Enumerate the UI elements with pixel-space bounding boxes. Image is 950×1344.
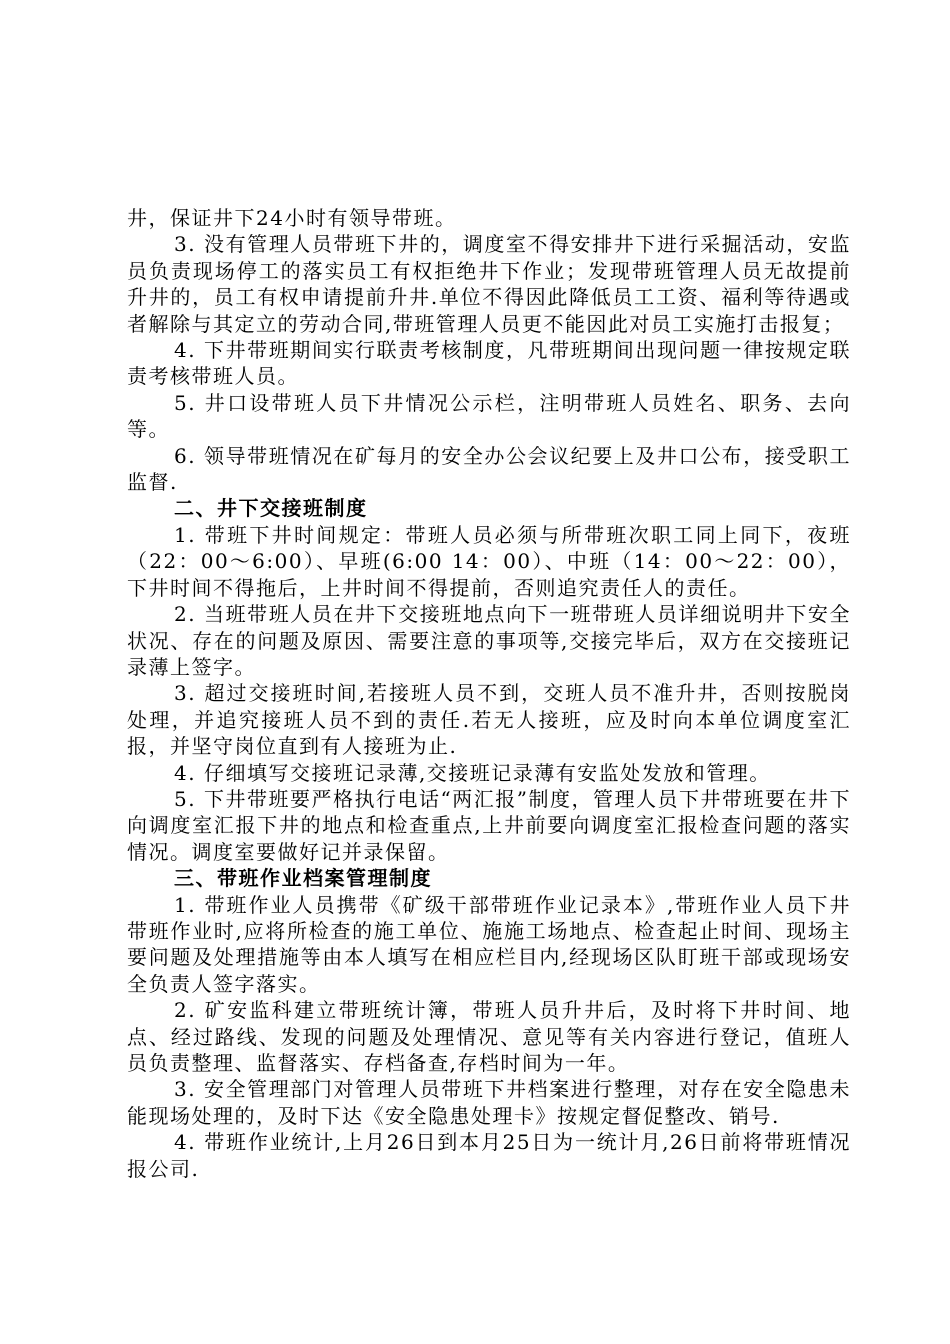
section1-item-5: 5. 井口设带班人员下井情况公示栏，注明带班人员姓名、职务、去向等。	[127, 390, 851, 442]
section3-item-4: 4. 带班作业统计,上月26日到本月25日为一统计月,26日前将带班情况报公司.	[127, 1130, 851, 1181]
section2-item-2: 2. 当班带班人员在井下交接班地点向下一班带班人员详细说明井下安全状况、存在的问题及原因、需要注意的事项等,交接完毕后，双方在交接班记录薄上签字。	[127, 602, 851, 679]
section1-item-3: 3. 没有管理人员带班下井的，调度室不得安排井下进行采掘活动，安监员负责现场停工的落实员工有权拒绝井下作业；发现带班管理人员无故提前升井的，员工有权申请提前升井.单位不得因此降低员工工资、福利等待遇或者解除与其定立的劳动合同,带班管理人员更不能因此对员工实施打击报复；	[127, 232, 851, 336]
section2-heading: 二、井下交接班制度	[174, 496, 368, 521]
section3-item-2: 2. 矿安监科建立带班统计簿，带班人员升井后，及时将下井时间、地点、经过路线、发现的问题及处理情况、意见等有关内容进行登记，值班人员负责整理、监督落实、存档备查,存档时间为一年。	[127, 998, 851, 1075]
section1-item-6: 6. 领导带班情况在矿每月的安全办公会议纪要上及井口公布，接受职工监督.	[127, 443, 851, 495]
section1-item-4: 4. 下井带班期间实行联责考核制度，凡带班期间出现问题一律按规定联责考核带班人员。	[127, 338, 851, 389]
section3-item-1: 1. 带班作业人员携带《矿级干部带班作业记录本》,带班作业人员下井带班作业时,应将所检查的施工单位、施施工场地点、检查起止时间、现场主要问题及处理措施等由本人填写在相应栏目内,经现场区队盯班干部或现场安全负责人签字落实。	[127, 892, 851, 996]
section2-item-3: 3. 超过交接班时间,若接班人员不到，交班人员不准升井，否则按脱岗处理，并追究接班人员不到的责任.若无人接班，应及时向本单位调度室汇报，并坚守岗位直到有人接班为止.	[127, 681, 851, 759]
section3-item-3: 3. 安全管理部门对管理人员带班下井档案进行整理，对存在安全隐患未能现场处理的，及时下达《安全隐患处理卡》按规定督促整改、销号.	[127, 1077, 851, 1128]
section3-heading: 三、带班作业档案管理制度	[174, 866, 432, 891]
section2-item-5: 5. 下井带班要严格执行电话“两汇报”制度，管理人员下井带班要在井下向调度室汇报下井的地点和检查重点,上井前要向调度室汇报检查问题的落实情况。调度室要做好记并录保留。	[127, 786, 851, 864]
document-page	[127, 205, 851, 1182]
section2-item-4: 4. 仔细填写交接班记录薄,交接班记录薄有安监处发放和管理。	[174, 760, 771, 785]
section2-item-1: 1. 带班下井时间规定：带班人员必须与所带班次职工同上同下，夜班（22：00～6:00）、早班(6:00 14：00）、中班（14：00～22：00），下井时间不得拖后，上井时间不得提前，否则追究责任人的责任。	[127, 522, 851, 600]
continuation-paragraph: 井，保证井下24小时有领导带班。	[127, 206, 457, 230]
